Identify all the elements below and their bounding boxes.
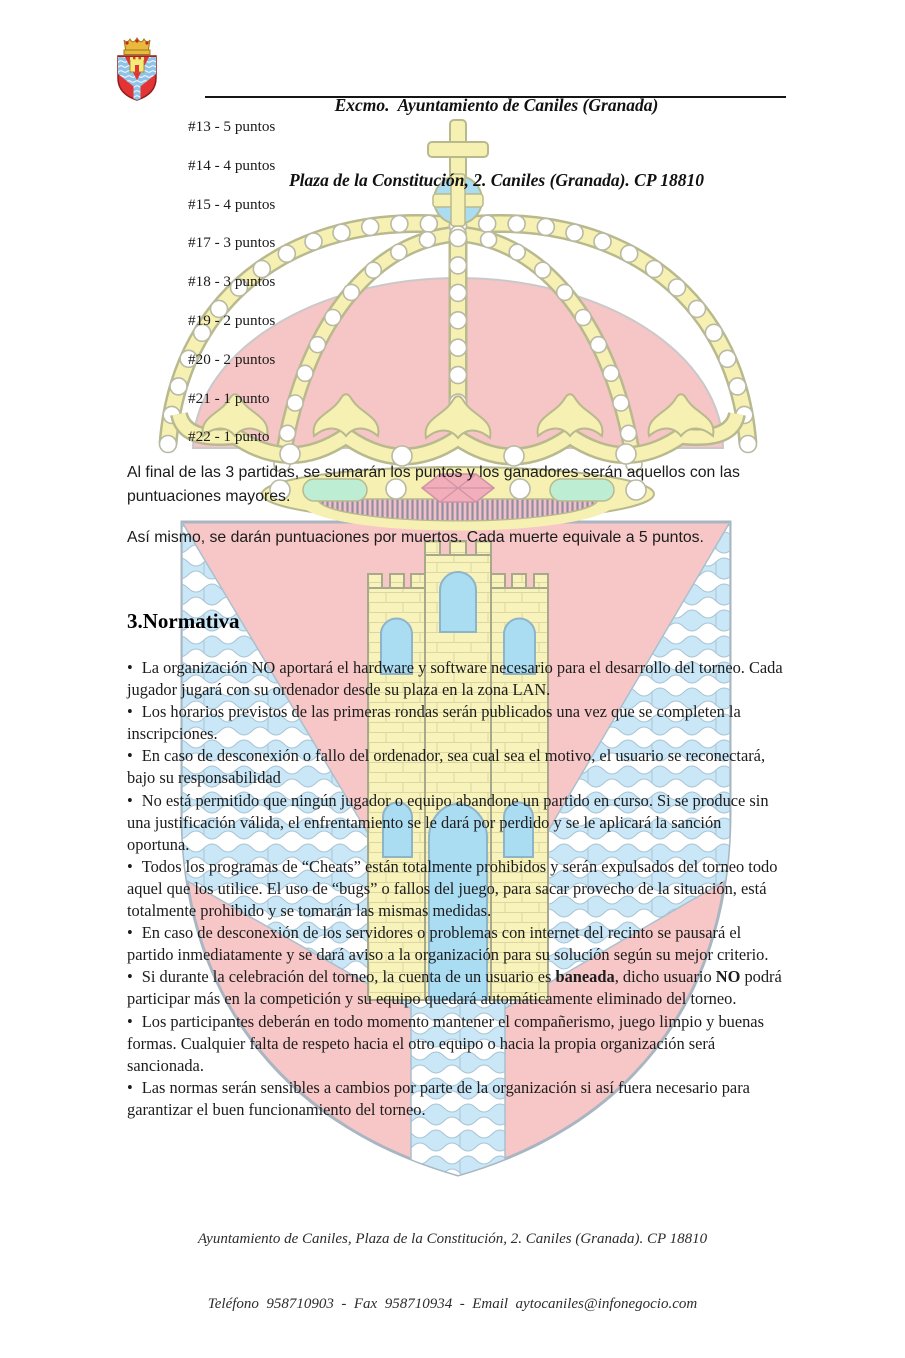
point-item: #22 - 1 punto (188, 428, 270, 446)
footer-contact: Teléfono 958710903 - Fax 958710934 - Email aytocaniles@infonegocio.com (207, 1295, 698, 1312)
point-item: #18 - 3 puntos (188, 273, 276, 291)
paragraph-kill-points: Así mismo, se darán puntuaciones por muertos. Cada muerte equivale a 5 puntos. (127, 529, 704, 546)
rule-bullet-item: • Todos los programas de “Cheats” están totalmente prohibidos y serán expulsados del torneo todo aquel que los utilice. El uso de “bugs” o fallos del juego, para sacar provecho de la situación, está totalmente prohibido y se tomarán las mismas medidas. (127, 856, 778, 921)
bullet-marker-icon: • (127, 923, 133, 943)
header-title: Excmo. Ayuntamiento de Caniles (Granada) (334, 95, 659, 115)
point-item: #14 - 4 puntos (188, 156, 276, 174)
coat-of-arms-icon (111, 35, 163, 105)
bullet-marker-icon: • (127, 702, 133, 722)
header-logo (111, 35, 163, 105)
rule-bullet-item: • Los horarios previstos de las primeras rondas serán publicados una vez que se completen la inscripciones. (127, 702, 741, 744)
bullet-marker-icon: • (127, 790, 133, 810)
rule-bullet-item: • Las normas serán sensibles a cambios por parte de la organización si así fuera necesario para garantizar el buen funcionamiento del torneo. (127, 1077, 750, 1119)
rule-bullet-item: • Si durante la celebración del torneo, la cuenta de un usuario es baneada, dicho usuario NO podrá participar más en la competición y su equipo quedará automáticamente eliminado del torneo. (127, 967, 782, 1009)
footer-address: Ayuntamiento de Caniles, Plaza de la Constitución, 2. Caniles (Granada). CP 18810 (197, 1231, 708, 1247)
point-item: #13 - 5 puntos (188, 118, 276, 135)
header (205, 43, 788, 243)
header-subtitle: Plaza de la Constitución, 2. Caniles (Granada). CP 18810 (288, 170, 705, 190)
points-list (188, 119, 275, 468)
bullet-marker-icon: • (127, 658, 133, 677)
bullet-marker-icon: • (127, 1077, 133, 1097)
rule-bullet-item: • No está permitido que ningún jugador o equipo abandone un partido en curso. Si se produce sin una justificación válida, el enfrentamiento se le dará por perdido y se le aplicará la sanción oportuna. (127, 790, 769, 854)
point-item: #19 - 2 puntos (188, 311, 276, 329)
paragraph-final-score: Al final de las 3 partidas, se sumarán los puntos y los ganadores serán aquellos con las puntuaciones mayores. (127, 464, 740, 506)
bullet-marker-icon: • (127, 746, 133, 766)
bullet-marker-icon: • (127, 967, 133, 987)
bullet-marker-icon: • (127, 1011, 133, 1031)
point-item: #20 - 2 puntos (188, 350, 276, 368)
bullet-marker-icon: • (127, 856, 133, 876)
section-heading: 3.Normativa (127, 609, 240, 633)
footer (0, 1186, 905, 1358)
point-item: #17 - 3 puntos (188, 234, 276, 252)
rule-bullet-item: • La organización NO aportará el hardware y software necesario para el desarrollo del torneo. Cada jugador jugará con su ordenador desde su plaza en la zona LAN. (127, 658, 783, 700)
rule-bullet-item: • En caso de desconexión de los servidores o problemas con internet del recinto se pausará el partido inmediatamente y se dará aviso a la organización para su solución según su mejor criterio. (127, 923, 769, 965)
rules-list (127, 657, 784, 1121)
point-item: #21 - 1 punto (188, 389, 270, 407)
header-divider (205, 96, 786, 98)
rule-bullet-item: • Los participantes deberán en todo momento mantener el compañerismo, juego limpio y buenas formas. Cualquier falta de respeto hacia el otro equipo o hacia la propia organización será sancionada. (127, 1011, 764, 1075)
point-item: #15 - 4 puntos (188, 195, 276, 213)
rule-bullet-item: • En caso de desconexión o fallo del ordenador, sea cual sea el motivo, el usuario se reconectará, bajo su responsabilidad (127, 746, 766, 788)
